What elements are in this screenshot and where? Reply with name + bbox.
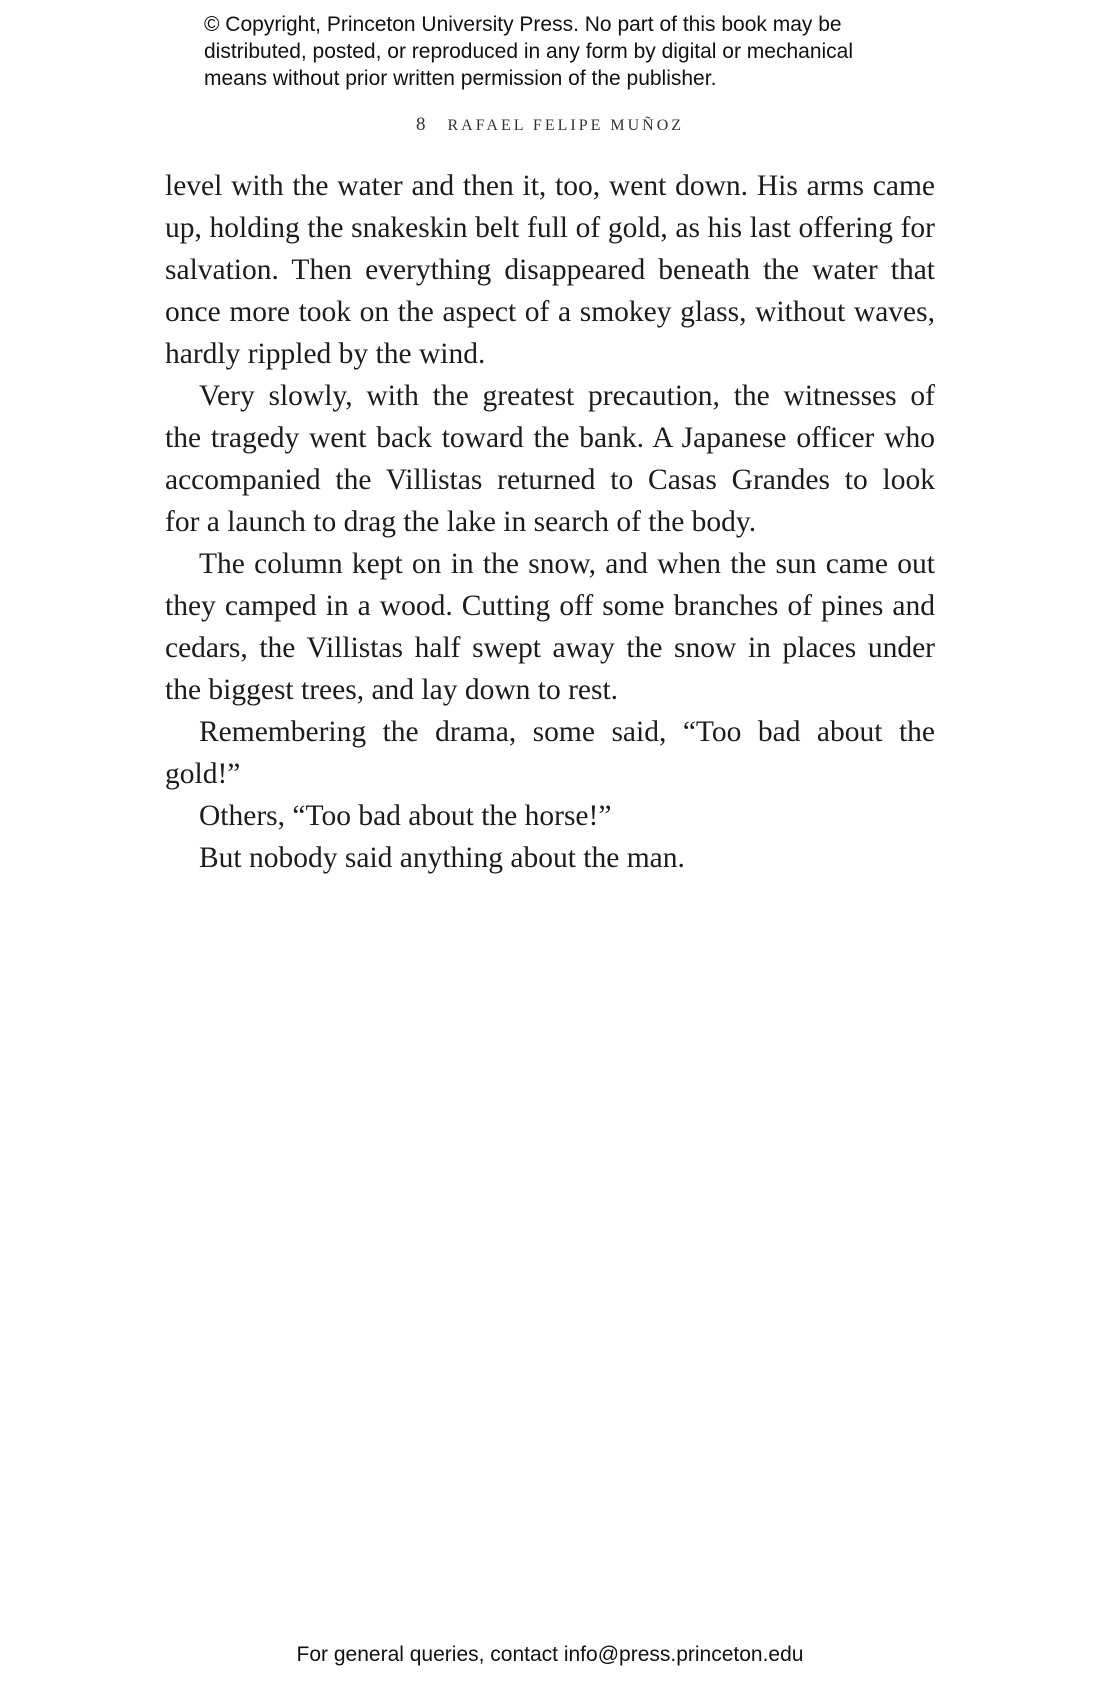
text-line: level with the water and then it, too, went down. His arms came [165, 170, 935, 202]
text-line: they camped in a wood. Cutting off some branches of pines and [165, 590, 935, 622]
body-text [165, 165, 935, 879]
copyright-notice-line: means without prior written permission of the publisher. [204, 67, 717, 90]
copyright-notice-line: distributed, posted, or reproduced in any form by digital or mechanical [204, 40, 854, 63]
text-line: Others, “Too bad about the horse!” [199, 800, 612, 832]
text-line: the biggest trees, and lay down to rest. [165, 674, 619, 706]
text-line: up, holding the snakeskin belt full of gold, as his last offering for [165, 212, 935, 244]
footer-contact: For general queries, contact info@press.princeton.edu [296, 1643, 804, 1666]
text-line: the tragedy went back toward the bank. A Japanese officer who [165, 422, 935, 454]
copyright-notice [204, 11, 924, 92]
copyright-notice-line: © Copyright, Princeton University Press. No part of this book may be [204, 13, 842, 36]
page-number: 8 [415, 114, 426, 135]
text-line: accompanied the Villistas returned to Casas Grandes to look [165, 464, 935, 496]
running-head [0, 114, 1100, 136]
text-line: cedars, the Villistas half swept away the snow in places under [165, 632, 935, 664]
text-line: for a launch to drag the lake in search of the body. [165, 506, 757, 538]
text-line: gold!” [165, 758, 241, 790]
text-line: Very slowly, with the greatest precaution, the witnesses of [199, 380, 935, 412]
text-line: The column kept on in the snow, and when the sun came out [199, 548, 935, 580]
text-line: Remembering the drama, some said, “Too bad about the [199, 716, 935, 748]
text-line: once more took on the aspect of a smokey glass, without waves, [165, 296, 935, 328]
running-head-author: RAFAEL FELIPE MUÑOZ [447, 117, 685, 134]
text-line: But nobody said anything about the man. [199, 842, 685, 874]
text-line: salvation. Then everything disappeared beneath the water that [165, 254, 935, 286]
text-line: hardly rippled by the wind. [165, 338, 486, 370]
